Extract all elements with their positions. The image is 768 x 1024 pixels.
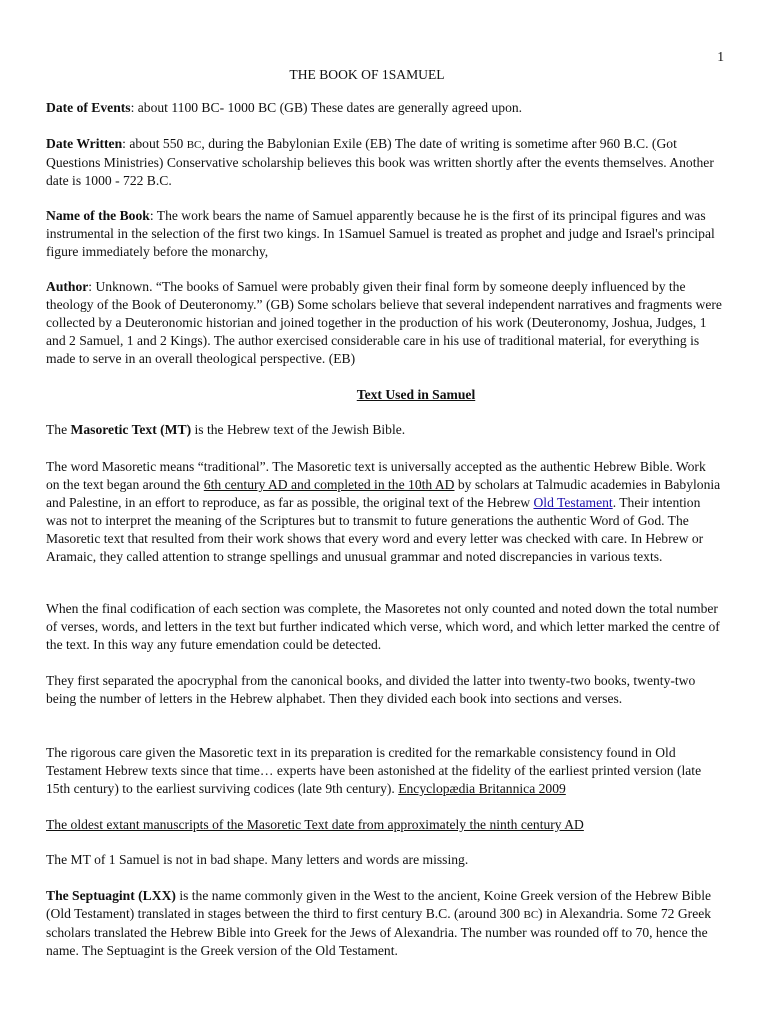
date-written-label: Date Written <box>46 136 123 151</box>
masoretic-intro-paragraph <box>46 421 722 439</box>
oldest-manuscripts-paragraph: The oldest extant manuscripts of the Masoretic Text date from approximately the ninth century AD <box>46 817 584 832</box>
septuagint-text-a: is the name commonly given in the West to the ancient, Koine Greek version of the Hebrew Bible (Old Testament) translated in stages between the third to first century B.C. (around 300 <box>46 888 712 921</box>
mt-shape-paragraph: The MT of 1 Samuel is not in bad shape. Many letters and words are missing. <box>46 852 469 867</box>
separated-paragraph: They first separated the apocryphal from the canonical books, and divided the latter into twenty-two books, twenty-two being the number of letters in the Hebrew alphabet. Then they divided each book into sections and verses. <box>46 673 696 706</box>
septuagint-bold: The Septuagint (LXX) <box>46 888 176 903</box>
date-written-bc: BC <box>186 139 202 151</box>
septuagint-paragraph <box>46 887 722 960</box>
date-written-text-b: , during the Babylonian Exile (EB) The date of writing is sometime after 960 B.C. (Got Questions Ministries) Conservative scholarship believes this book was written shortly after the events themselves. Another date is 1000 - 722 B.C. <box>46 136 714 188</box>
masoretic-meaning-text-c: . Their intention was not to interpret the meaning of the Scriptures but to transmit to future generations the authentic Word of God. The Masoretic text that resulted from their work shows that every word and every letter was checked with care. In Hebrew or Aramaic, they called attention to strange spellings and unusual grammar and noted discrepancies in various texts. <box>46 495 704 564</box>
date-of-events-paragraph <box>46 99 722 117</box>
septuagint-text-b: ) in Alexandria. Some 72 Greek scholars translated the Hebrew Bible into Greek for the Jews of Alexandria. The number was rounded off to 70, hence the name. The Septuagint is the Greek version of the Old Testament. <box>46 906 712 958</box>
author-text: : Unknown. “The books of Samuel were probably given their final form by someone deeply influenced by the theology of the Book of Deuteronomy.” (GB) Some scholars believe that several independent narratives and fragments were collected by a Deuteronomic historian and joined together in the production of his work (Deuteronomy, Joshua, Judges, 1 and 2 Samuel, 1 and 2 Kings). The author exercised considerable care in his use of traditional material, for everything is made to serve in an overall theological perspective. (EB) <box>46 279 722 366</box>
codification-paragraph: When the final codification of each section was complete, the Masoretes not only counted and noted down the total number of verses, words, and letters in the text but further indicated which verse, which word, and which letter marked the centre of the text. In this way any future emendation could be detected. <box>46 601 720 652</box>
masoretic-meaning-text-a: The word Masoretic means “traditional”. The Masoretic text is universally accepted as the authentic Hebrew Bible. Work on the text began around the <box>46 459 706 492</box>
name-of-book-text: : The work bears the name of Samuel apparently because he is the first of its principal figures and was instrumental in the selection of the first two kings. In 1Samuel Samuel is treated as prophet and judge and Israel's principal figure immediately before the monarchy, <box>46 208 715 259</box>
date-written-text-a: : about 550 <box>122 136 187 151</box>
page-title: THE BOOK OF 1SAMUEL <box>289 67 445 82</box>
author-paragraph <box>46 278 722 368</box>
masoretic-meaning-paragraph <box>46 458 722 566</box>
britannica-source: Encyclopædia Britannica 2009 <box>398 781 566 796</box>
rigorous-paragraph <box>46 744 722 798</box>
mt-intro-prefix: The <box>46 422 71 437</box>
name-of-book-paragraph <box>46 207 722 261</box>
name-of-book-label: Name of the Book <box>46 208 150 223</box>
rigorous-text: The rigorous care given the Masoretic text in its preparation is credited for the remarkable consistency found in Old Testament Hebrew texts since that time… experts have been astonished at the fidelity of the earliest printed version (late 15th century) to the earliest surviving codices (late 9th century). <box>46 745 702 796</box>
date-of-events-text: : about 1100 BC- 1000 BC (GB) These dates are generally agreed upon. <box>130 100 523 115</box>
mt-intro-suffix: is the Hebrew text of the Jewish Bible. <box>191 422 406 437</box>
author-label: Author <box>46 279 89 294</box>
date-of-events-label: Date of Events <box>46 100 131 115</box>
masoretic-date-underlined: 6th century AD and completed in the 10th AD <box>203 477 455 492</box>
old-testament-link[interactable]: Old Testament <box>533 495 613 510</box>
date-written-paragraph <box>46 135 722 190</box>
mt-intro-bold: Masoretic Text (MT) <box>70 422 192 437</box>
page-number: 1 <box>717 49 724 64</box>
masoretic-meaning-text-b: by scholars at Talmudic academies in Babylonia and Palestine, in an effort to reproduce, as far as possible, the original text of the Hebrew <box>46 477 721 510</box>
section-heading: Text Used in Samuel <box>356 387 476 402</box>
septuagint-bc: BC <box>523 909 539 921</box>
